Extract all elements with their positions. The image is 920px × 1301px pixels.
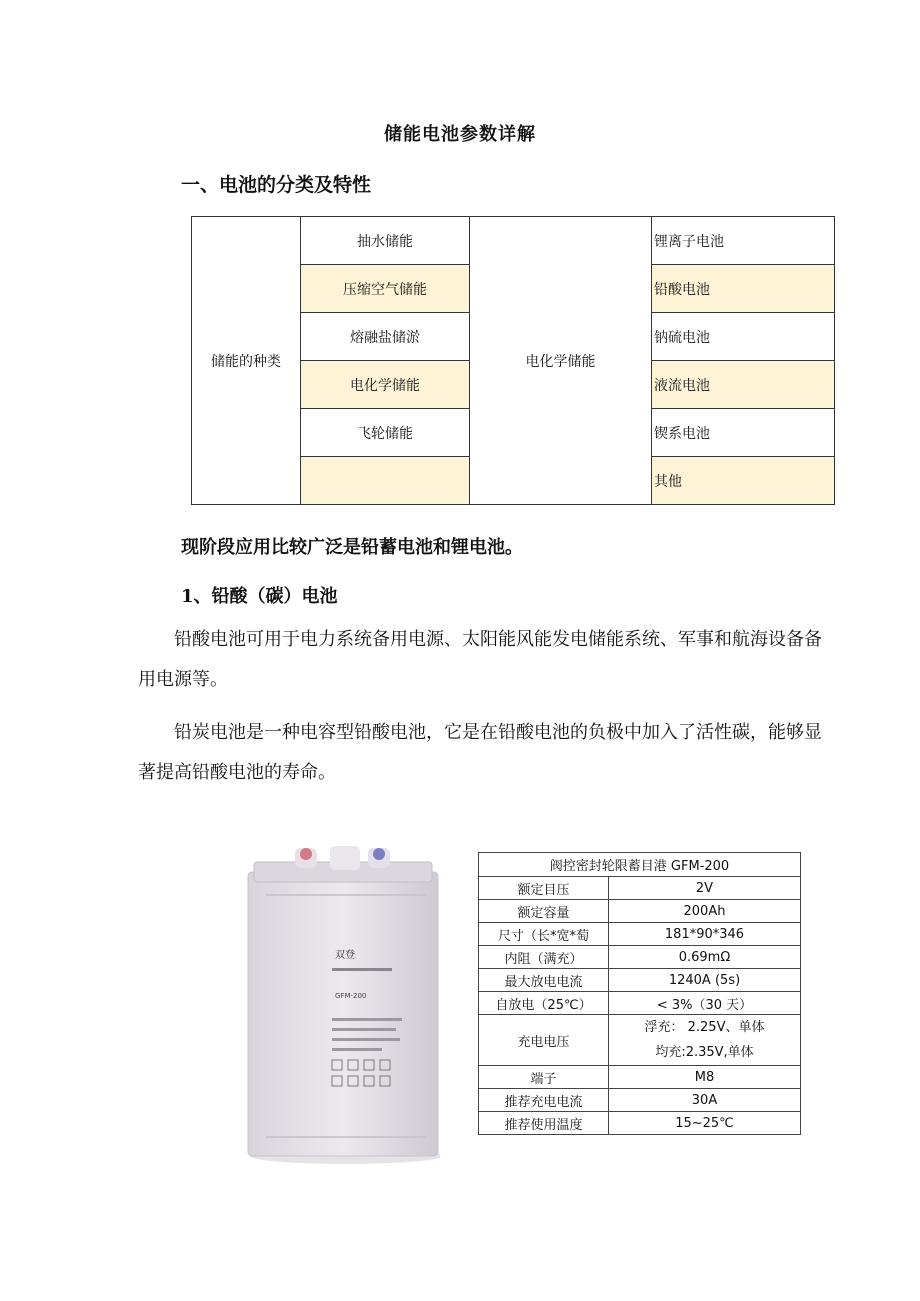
electrochem-cell: 液流电池 (652, 361, 835, 409)
classification-table (191, 216, 835, 505)
table-row (479, 877, 801, 900)
table-row (479, 923, 801, 946)
spec-title-cell: 阀控密封轮限蓄目港 GFM-200 (479, 853, 801, 877)
spec-label: 推荐使用温度 (479, 1112, 609, 1135)
spec-label: 推荐充电电流 (479, 1089, 609, 1112)
document-title: 储能电池参数详解 (384, 124, 536, 145)
spec-label: 额定容量 (479, 900, 609, 923)
spec-label: 尺寸（长*宽*萄 (479, 923, 609, 946)
table-row (479, 992, 801, 1015)
table-row (479, 969, 801, 992)
spec-value (609, 1015, 801, 1066)
battery-image (240, 838, 440, 1168)
spec-value: 1240A (5s) (609, 969, 801, 992)
spec-value: 200Ah (609, 900, 801, 923)
charge-equal-value: 均充:2.35V,单体 (655, 1045, 754, 1060)
spec-value: 2V (609, 877, 801, 900)
electrochem-cell: 其他 (652, 457, 835, 505)
row-label-cell: 储能的种类 (192, 217, 301, 505)
section-heading: 一、电池的分类及特性 (181, 174, 372, 196)
battery-model-label: GFM-200 (335, 992, 367, 1000)
spec-label: 自放电（25℃） (479, 992, 609, 1015)
paragraph: 铅炭电池是一种电容型铅酸电池，它是在铅酸电池的负极中加入了活性碳，能够显著提高铅酸电池的寿命。 (138, 722, 822, 783)
electrochem-cell: 铅酸电池 (652, 265, 835, 313)
spec-value: 0.69mΩ (609, 946, 801, 969)
spec-value: 30A (609, 1089, 801, 1112)
electrochem-cell: 锲系电池 (652, 409, 835, 457)
type-cell: 熔融盐储淤 (301, 313, 470, 361)
table-row (479, 900, 801, 923)
spec-label: 最大放电电流 (479, 969, 609, 992)
table-row (479, 1112, 801, 1135)
spec-label: 充电电压 (479, 1015, 609, 1066)
type-cell: 抽水储能 (301, 217, 470, 265)
spec-label: 内阻（满充） (479, 946, 609, 969)
subsection-heading: 1、铅酸（碳）电池 (181, 586, 338, 607)
electrochem-cell: 锂离子电池 (652, 217, 835, 265)
spec-table (478, 852, 801, 1135)
spec-value: 15~25℃ (609, 1112, 801, 1135)
table-row (479, 1066, 801, 1089)
spec-label: 额定目压 (479, 877, 609, 900)
spec-label: 端子 (479, 1066, 609, 1089)
type-cell: 压缩空气储能 (301, 265, 470, 313)
table-row (479, 1015, 801, 1066)
table-row (479, 853, 801, 877)
paragraph: 铅酸电池可用于电力系统备用电源、太阳能风能发电储能系统、军事和航海设备备用电源等。 (138, 629, 822, 690)
type-cell: 飞轮储能 (301, 409, 470, 457)
table-row (192, 217, 835, 265)
middle-label-cell: 电化学储能 (470, 217, 652, 505)
electrochem-cell: 钠硫电池 (652, 313, 835, 361)
type-cell (301, 457, 470, 505)
table-row (479, 946, 801, 969)
charge-float-value: 浮充： 2.25V、单体 (644, 1020, 765, 1035)
battery-brand-label: 双登 (335, 950, 355, 961)
spec-value: M8 (609, 1066, 801, 1089)
table-row (479, 1089, 801, 1112)
spec-value: < 3%（30 天） (609, 992, 801, 1015)
spec-value: 181*90*346 (609, 923, 801, 946)
type-cell: 电化学储能 (301, 361, 470, 409)
summary-text: 现阶段应用比较广泛是铅蓄电池和锂电池。 (181, 537, 523, 558)
